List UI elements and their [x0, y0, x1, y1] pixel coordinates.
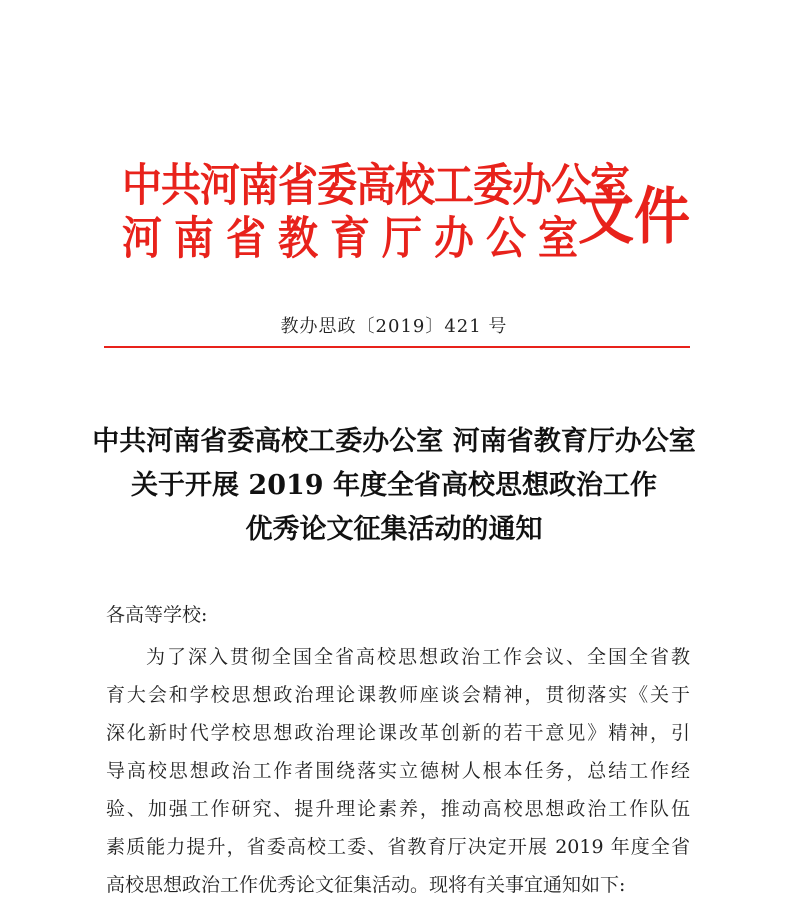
- title-line-3: 优秀论文征集活动的通知: [245, 514, 543, 545]
- body-line: 育大会和学校思想政治理论课教师座谈会精神，贯彻落实《关于: [106, 684, 690, 706]
- salutation: 各高等学校:: [106, 604, 208, 626]
- document-word: 文件: [578, 180, 690, 253]
- red-divider: [104, 346, 690, 348]
- title-line-2: 关于开展 2019 年度全省高校思想政治工作: [131, 470, 657, 501]
- document-header: [122, 150, 690, 265]
- body-line: 验、加强工作研究、提升理论素养，推动高校思想政治工作队伍: [106, 798, 690, 820]
- issuer-line-1: 中共河南省委高校工委办公室: [122, 158, 629, 212]
- body-line: 素质能力提升，省委高校工委、省教育厅决定开展 2019 年度全省: [106, 836, 690, 858]
- body-line: 导高校思想政治工作者围绕落实立德树人根本任务，总结工作经: [106, 760, 690, 782]
- body-paragraph: [106, 638, 690, 904]
- title-line-1: 中共河南省委高校工委办公室 河南省教育厅办公室: [92, 426, 696, 457]
- issuer-line-2: 河南省教育厅办公室: [122, 211, 590, 265]
- body-line: 为了深入贯彻全国全省高校思想政治工作会议、全国全省教: [146, 646, 690, 668]
- body-line: 高校思想政治工作优秀论文征集活动。现将有关事宜通知如下:: [106, 874, 626, 896]
- document-number: 教办思政〔2019〕421 号: [280, 316, 508, 337]
- body-line: 深化新时代学校思想政治理论课改革创新的若干意见》精神，引: [106, 722, 690, 744]
- notice-title: [60, 420, 728, 552]
